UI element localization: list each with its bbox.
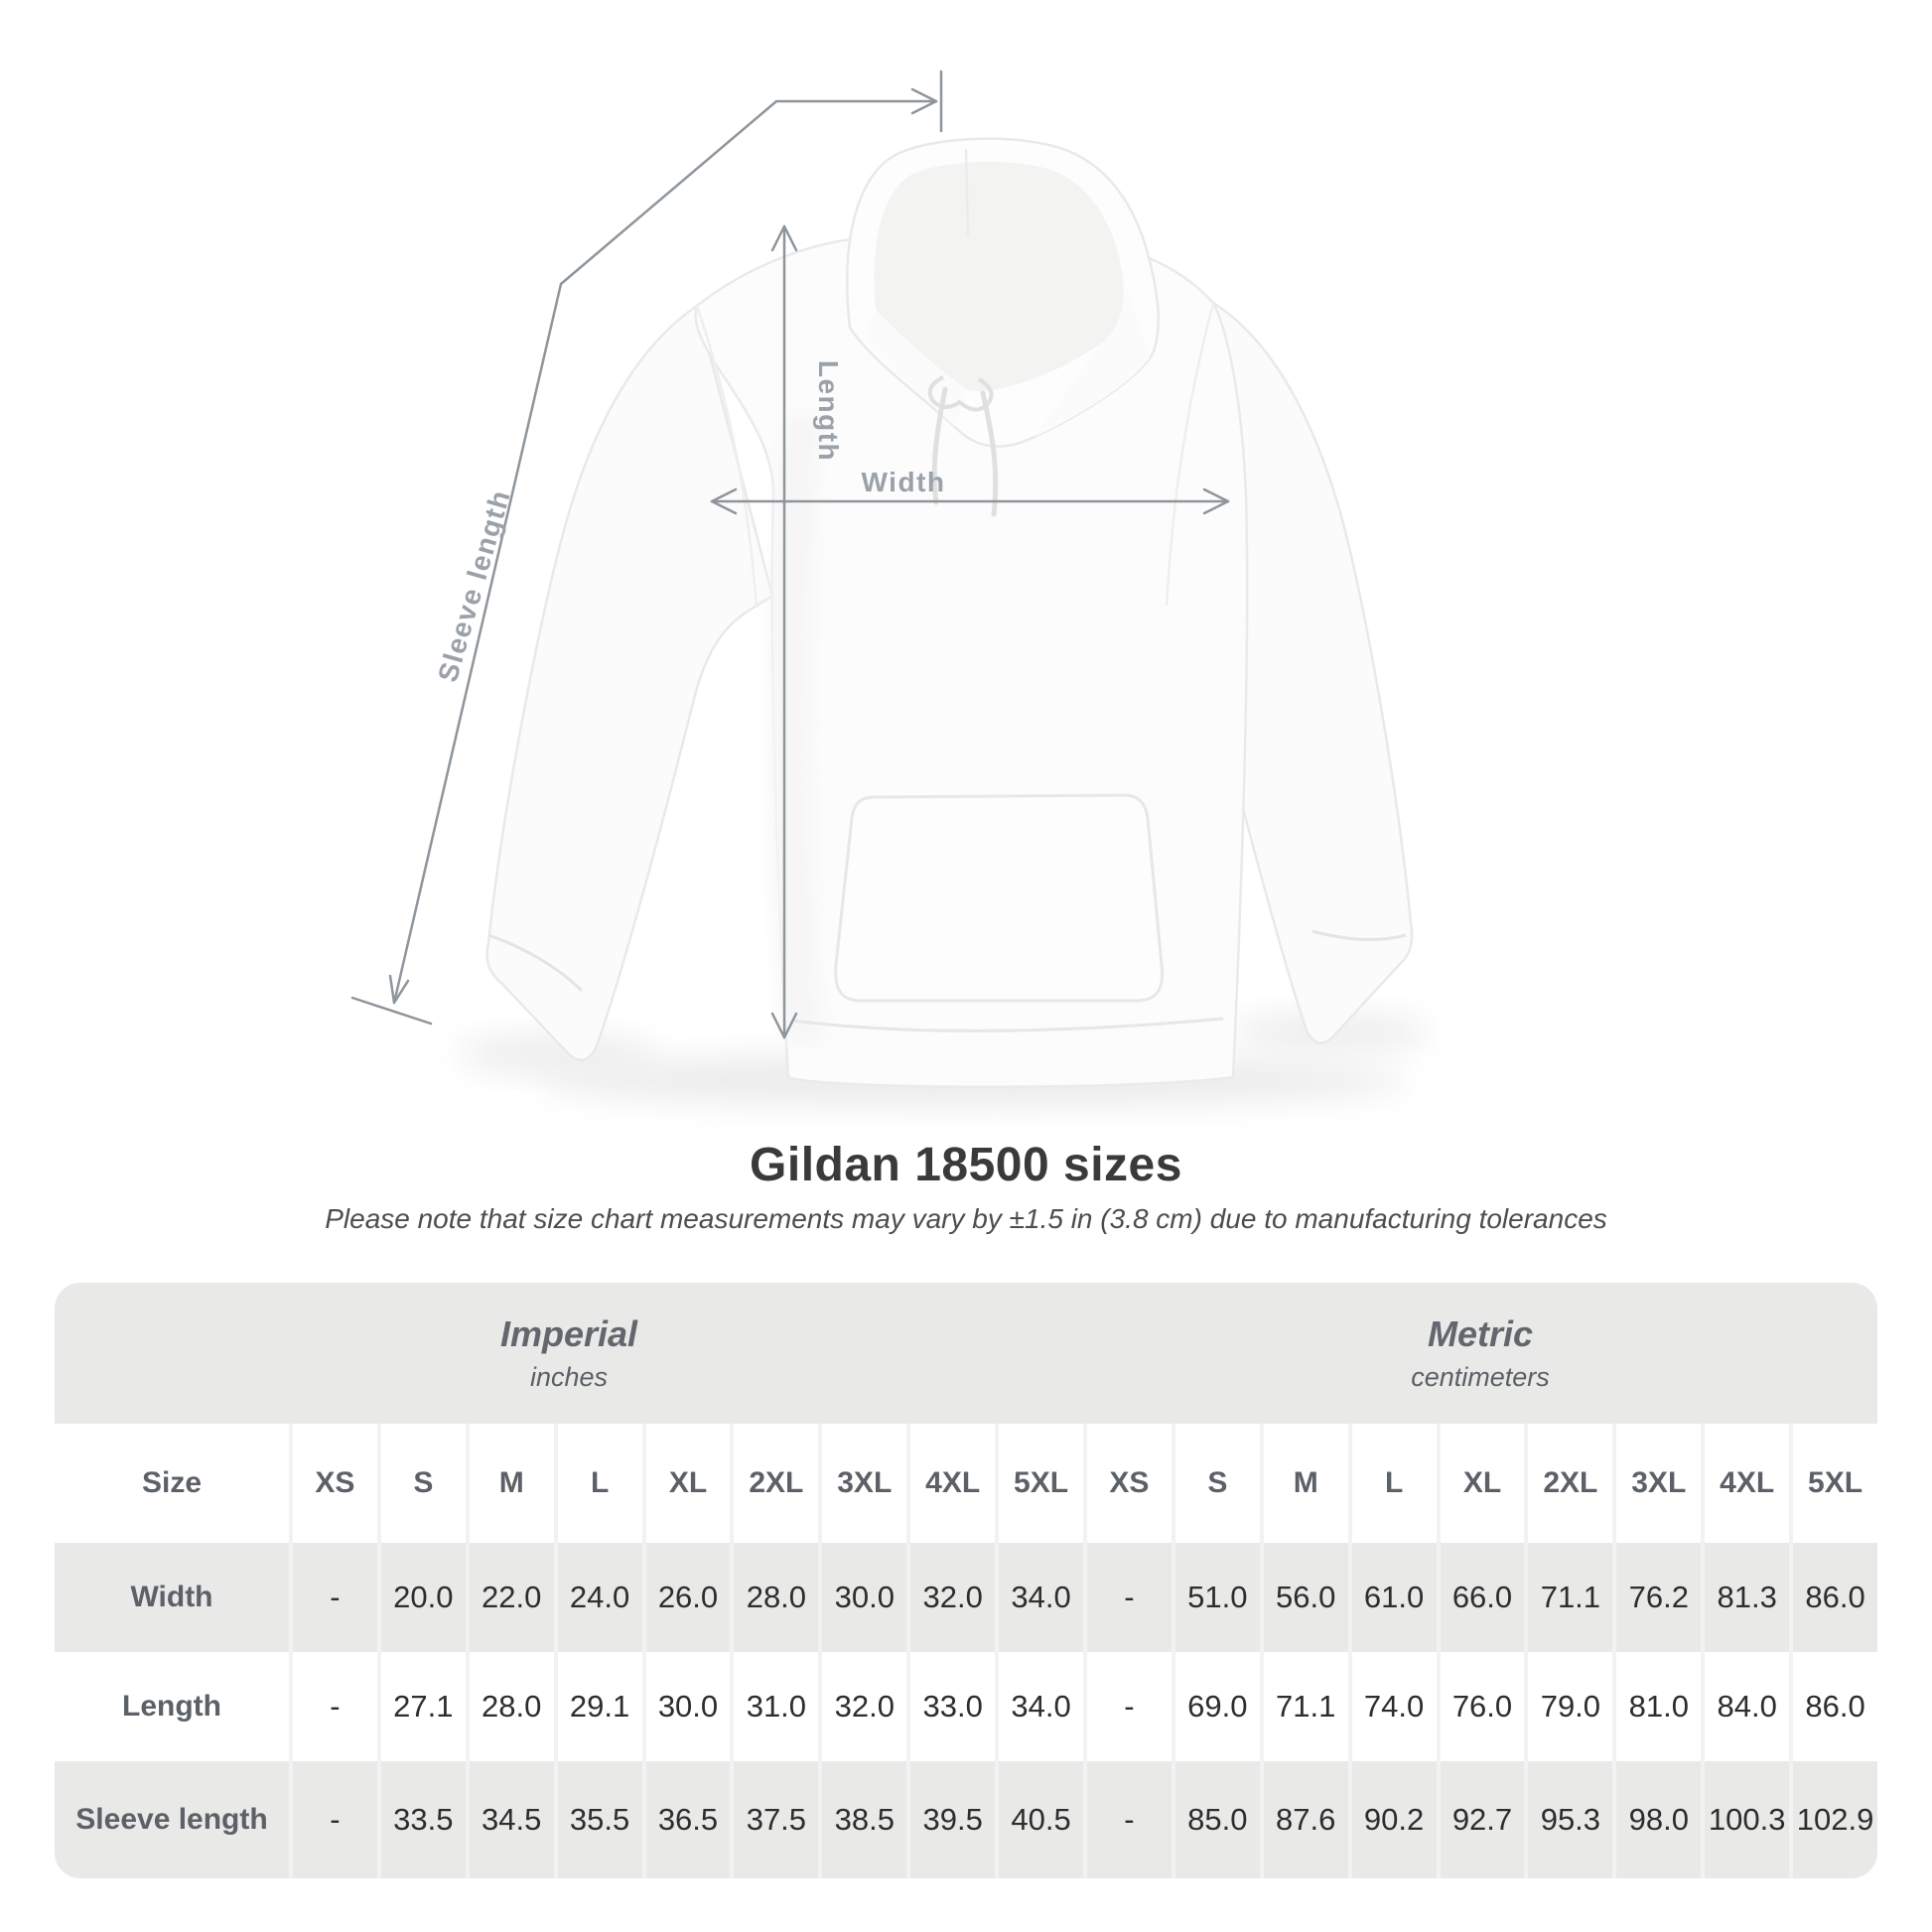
page-title: Gildan 18500 sizes — [750, 1139, 1182, 1191]
value-cell: 84.0 — [1701, 1652, 1789, 1761]
size-header-imperial-2xl: 2XL — [730, 1424, 818, 1543]
row-label: Width — [130, 1581, 213, 1613]
size-header-imperial-5xl: 5XL — [995, 1424, 1083, 1543]
value-cell: 26.0 — [642, 1543, 731, 1652]
value-cell: 66.0 — [1437, 1543, 1525, 1652]
value-cell: 85.0 — [1172, 1761, 1260, 1878]
value-cell: 87.6 — [1260, 1761, 1348, 1878]
row-label: Sleeve length — [75, 1803, 268, 1836]
value-cell: 34.0 — [995, 1652, 1083, 1761]
size-header-metric-2xl: 2XL — [1524, 1424, 1612, 1543]
metric-group-label: Metric — [1427, 1313, 1534, 1354]
value-cell: - — [1083, 1761, 1172, 1878]
value-cell: 33.0 — [906, 1652, 995, 1761]
value-cell: 71.1 — [1524, 1543, 1612, 1652]
value-cell: 27.1 — [377, 1652, 466, 1761]
value-cell: 51.0 — [1172, 1543, 1260, 1652]
value-cell: 92.7 — [1437, 1761, 1525, 1878]
value-cell: 24.0 — [554, 1543, 642, 1652]
value-cell: 100.3 — [1701, 1761, 1789, 1878]
value-cell: 35.5 — [554, 1761, 642, 1878]
value-cell: - — [289, 1761, 377, 1878]
size-header-metric-s: S — [1172, 1424, 1260, 1543]
value-cell: 56.0 — [1260, 1543, 1348, 1652]
value-cell: 33.5 — [377, 1761, 466, 1878]
table-row — [55, 1652, 1877, 1761]
table-row — [55, 1543, 1877, 1652]
value-cell: 74.0 — [1348, 1652, 1437, 1761]
imperial-group-header — [55, 1283, 1083, 1424]
value-cell: - — [1083, 1543, 1172, 1652]
value-cell: 30.0 — [642, 1652, 731, 1761]
value-cell: 76.2 — [1612, 1543, 1701, 1652]
value-cell: - — [1083, 1652, 1172, 1761]
value-cell: 98.0 — [1612, 1761, 1701, 1878]
tolerance-note: Please note that size chart measurements may vary by ±1.5 in (3.8 cm) due to manufacturing tolerances — [325, 1203, 1607, 1234]
sleeve-length-label: Sleeve length — [432, 485, 516, 686]
value-cell: 28.0 — [730, 1543, 818, 1652]
size-header-metric-xl: XL — [1437, 1424, 1525, 1543]
length-label: Length — [813, 359, 844, 463]
value-cell: 32.0 — [906, 1543, 995, 1652]
value-cell: - — [289, 1652, 377, 1761]
value-cell: 31.0 — [730, 1652, 818, 1761]
value-cell: - — [289, 1543, 377, 1652]
value-cell: 76.0 — [1437, 1652, 1525, 1761]
value-cell: 36.5 — [642, 1761, 731, 1878]
size-header-imperial-xl: XL — [642, 1424, 731, 1543]
value-cell: 38.5 — [818, 1761, 906, 1878]
table-body — [55, 1543, 1877, 1878]
size-header-imperial-l: L — [554, 1424, 642, 1543]
value-cell: 22.0 — [466, 1543, 554, 1652]
imperial-group-label: Imperial — [499, 1313, 638, 1354]
value-cell: 71.1 — [1260, 1652, 1348, 1761]
width-label: Width — [861, 467, 946, 497]
size-header-metric-l: L — [1348, 1424, 1437, 1543]
hoodie-pocket — [836, 795, 1163, 1001]
size-header-metric-4xl: 4XL — [1701, 1424, 1789, 1543]
table-row — [55, 1761, 1877, 1878]
value-cell: 34.0 — [995, 1543, 1083, 1652]
value-cell: 20.0 — [377, 1543, 466, 1652]
value-cell: 102.9 — [1789, 1761, 1877, 1878]
metric-group-sublabel: centimeters — [1411, 1362, 1550, 1392]
value-cell: 29.1 — [554, 1652, 642, 1761]
unit-group-header — [55, 1283, 1877, 1424]
value-cell: 90.2 — [1348, 1761, 1437, 1878]
size-header-metric-m: M — [1260, 1424, 1348, 1543]
value-cell: 86.0 — [1789, 1543, 1877, 1652]
size-header-imperial-s: S — [377, 1424, 466, 1543]
value-cell: 30.0 — [818, 1543, 906, 1652]
size-header-row — [55, 1424, 1877, 1543]
size-table — [55, 1283, 1877, 1878]
value-cell: 61.0 — [1348, 1543, 1437, 1652]
imperial-group-sublabel: inches — [529, 1362, 609, 1392]
row-label: Length — [122, 1690, 221, 1723]
size-column-header: Size — [141, 1466, 203, 1499]
value-cell: 81.3 — [1701, 1543, 1789, 1652]
size-header-metric-5xl: 5XL — [1789, 1424, 1877, 1543]
value-cell: 37.5 — [730, 1761, 818, 1878]
value-cell: 95.3 — [1524, 1761, 1612, 1878]
value-cell: 39.5 — [906, 1761, 995, 1878]
value-cell: 69.0 — [1172, 1652, 1260, 1761]
value-cell: 79.0 — [1524, 1652, 1612, 1761]
value-cell: 81.0 — [1612, 1652, 1701, 1761]
value-cell: 86.0 — [1789, 1652, 1877, 1761]
metric-group-header — [1083, 1283, 1877, 1424]
size-header-imperial-4xl: 4XL — [906, 1424, 995, 1543]
value-cell: 28.0 — [466, 1652, 554, 1761]
value-cell: 40.5 — [995, 1761, 1083, 1878]
value-cell: 34.5 — [466, 1761, 554, 1878]
size-header-metric-3xl: 3XL — [1612, 1424, 1701, 1543]
size-header-metric-xs: XS — [1083, 1424, 1172, 1543]
size-header-imperial-3xl: 3XL — [818, 1424, 906, 1543]
value-cell: 32.0 — [818, 1652, 906, 1761]
size-header-imperial-xs: XS — [289, 1424, 377, 1543]
size-header-imperial-m: M — [466, 1424, 554, 1543]
